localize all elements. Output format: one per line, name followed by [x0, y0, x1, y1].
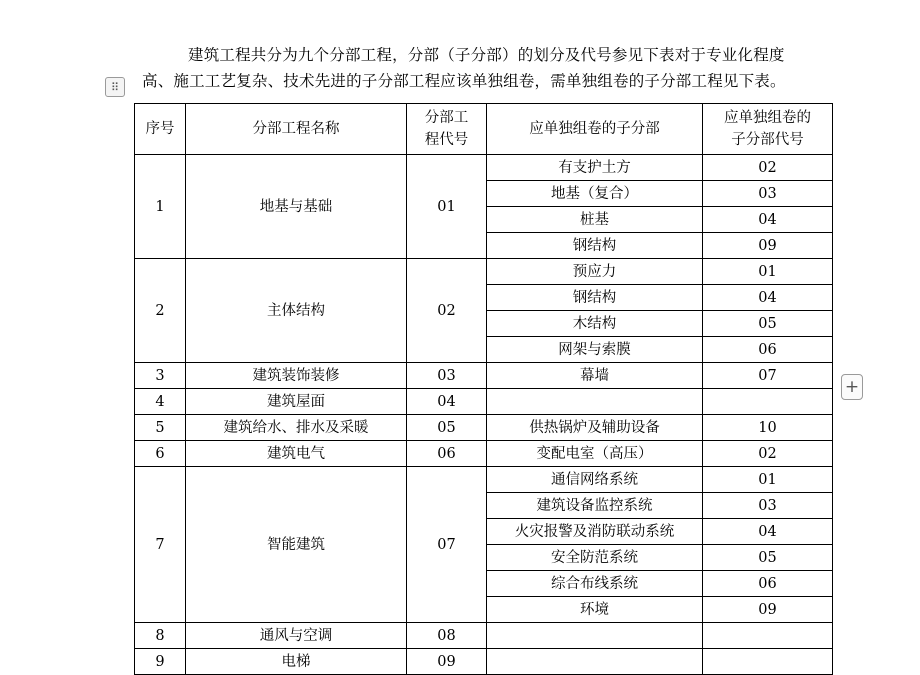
cell-seq: 7 — [135, 467, 186, 623]
table-row — [135, 441, 833, 467]
cell-sub-division-code: 06 — [703, 337, 833, 363]
cell-sub-division — [487, 623, 703, 649]
cell-sub-division-code: 04 — [703, 207, 833, 233]
cell-sub-division-code — [703, 623, 833, 649]
cell-sub-division: 幕墙 — [487, 363, 703, 389]
table-body — [135, 155, 833, 675]
cell-sub-division-code: 03 — [703, 181, 833, 207]
cell-sub-division: 网架与索膜 — [487, 337, 703, 363]
cell-sub-division-code: 06 — [703, 571, 833, 597]
cell-division-name: 主体结构 — [186, 259, 407, 363]
cell-division-name: 建筑给水、排水及采暖 — [186, 415, 407, 441]
cell-division-code: 02 — [407, 259, 487, 363]
table-row — [135, 415, 833, 441]
cell-division-name: 建筑电气 — [186, 441, 407, 467]
cell-sub-division-code: 05 — [703, 311, 833, 337]
cell-sub-division: 建筑设备监控系统 — [487, 493, 703, 519]
cell-sub-division: 桩基 — [487, 207, 703, 233]
cell-sub-division: 变配电室（高压） — [487, 441, 703, 467]
cell-division-name: 智能建筑 — [186, 467, 407, 623]
cell-sub-division-code: 03 — [703, 493, 833, 519]
cell-sub-division: 地基（复合） — [487, 181, 703, 207]
cell-sub-division: 供热锅炉及辅助设备 — [487, 415, 703, 441]
cell-sub-division: 钢结构 — [487, 233, 703, 259]
cell-sub-division: 通信网络系统 — [487, 467, 703, 493]
cell-seq: 6 — [135, 441, 186, 467]
cell-sub-division-code: 04 — [703, 519, 833, 545]
table-row — [135, 363, 833, 389]
cell-division-name: 电梯 — [186, 649, 407, 675]
cell-sub-division-code — [703, 389, 833, 415]
header-division-name: 分部工程名称 — [186, 104, 407, 155]
cell-division-code: 09 — [407, 649, 487, 675]
cell-sub-division — [487, 389, 703, 415]
cell-sub-division-code — [703, 649, 833, 675]
table-row — [135, 467, 833, 493]
cell-division-name: 地基与基础 — [186, 155, 407, 259]
cell-sub-division: 综合布线系统 — [487, 571, 703, 597]
cell-sub-division-code: 10 — [703, 415, 833, 441]
cell-sub-division-code: 02 — [703, 155, 833, 181]
cell-seq: 3 — [135, 363, 186, 389]
cell-sub-division-code: 02 — [703, 441, 833, 467]
table-row — [135, 389, 833, 415]
table-row — [135, 259, 833, 285]
cell-seq: 8 — [135, 623, 186, 649]
header-division-code — [407, 104, 487, 155]
table-row — [135, 155, 833, 181]
cell-division-code: 03 — [407, 363, 487, 389]
table-move-handle-icon[interactable]: ⠿ — [105, 77, 125, 97]
table-row — [135, 623, 833, 649]
cell-seq: 5 — [135, 415, 186, 441]
cell-sub-division — [487, 649, 703, 675]
cell-sub-division: 预应力 — [487, 259, 703, 285]
header-sub-division-code-text: 应单独组卷的子分部代号 — [724, 110, 811, 148]
cell-sub-division-code: 05 — [703, 545, 833, 571]
cell-sub-division: 火灾报警及消防联动系统 — [487, 519, 703, 545]
cell-division-code: 01 — [407, 155, 487, 259]
cell-division-code: 04 — [407, 389, 487, 415]
cell-sub-division: 安全防范系统 — [487, 545, 703, 571]
cell-seq: 4 — [135, 389, 186, 415]
cell-sub-division-code: 01 — [703, 259, 833, 285]
table-header-row — [135, 104, 833, 155]
cell-division-name: 建筑装饰装修 — [186, 363, 407, 389]
cell-sub-division-code: 09 — [703, 233, 833, 259]
header-sub-division-code — [703, 104, 833, 155]
cell-division-code: 08 — [407, 623, 487, 649]
cell-sub-division: 木结构 — [487, 311, 703, 337]
cell-division-name: 建筑屋面 — [186, 389, 407, 415]
cell-sub-division-code: 04 — [703, 285, 833, 311]
cell-sub-division: 钢结构 — [487, 285, 703, 311]
cell-division-name: 通风与空调 — [186, 623, 407, 649]
cell-seq: 2 — [135, 259, 186, 363]
cell-sub-division-code: 07 — [703, 363, 833, 389]
header-seq: 序号 — [135, 104, 186, 155]
cell-division-code: 06 — [407, 441, 487, 467]
add-row-icon[interactable]: + — [841, 374, 863, 400]
cell-division-code: 07 — [407, 467, 487, 623]
cell-sub-division: 有支护土方 — [487, 155, 703, 181]
sub-division-table — [134, 103, 833, 675]
header-sub-division: 应单独组卷的子分部 — [487, 104, 703, 155]
cell-sub-division-code: 09 — [703, 597, 833, 623]
cell-sub-division: 环境 — [487, 597, 703, 623]
table-row — [135, 649, 833, 675]
cell-sub-division-code: 01 — [703, 467, 833, 493]
cell-seq: 9 — [135, 649, 186, 675]
cell-seq: 1 — [135, 155, 186, 259]
cell-division-code: 05 — [407, 415, 487, 441]
header-division-code-text: 分部工程代号 — [424, 110, 469, 148]
intro-paragraph: 建筑工程共分为九个分部工程，分部（子分部）的划分及代号参见下表对于专业化程度高、施工工艺复杂、技术先进的子分部工程应该单独组卷，需单独组卷的子分部工程见下表。 — [142, 45, 786, 90]
